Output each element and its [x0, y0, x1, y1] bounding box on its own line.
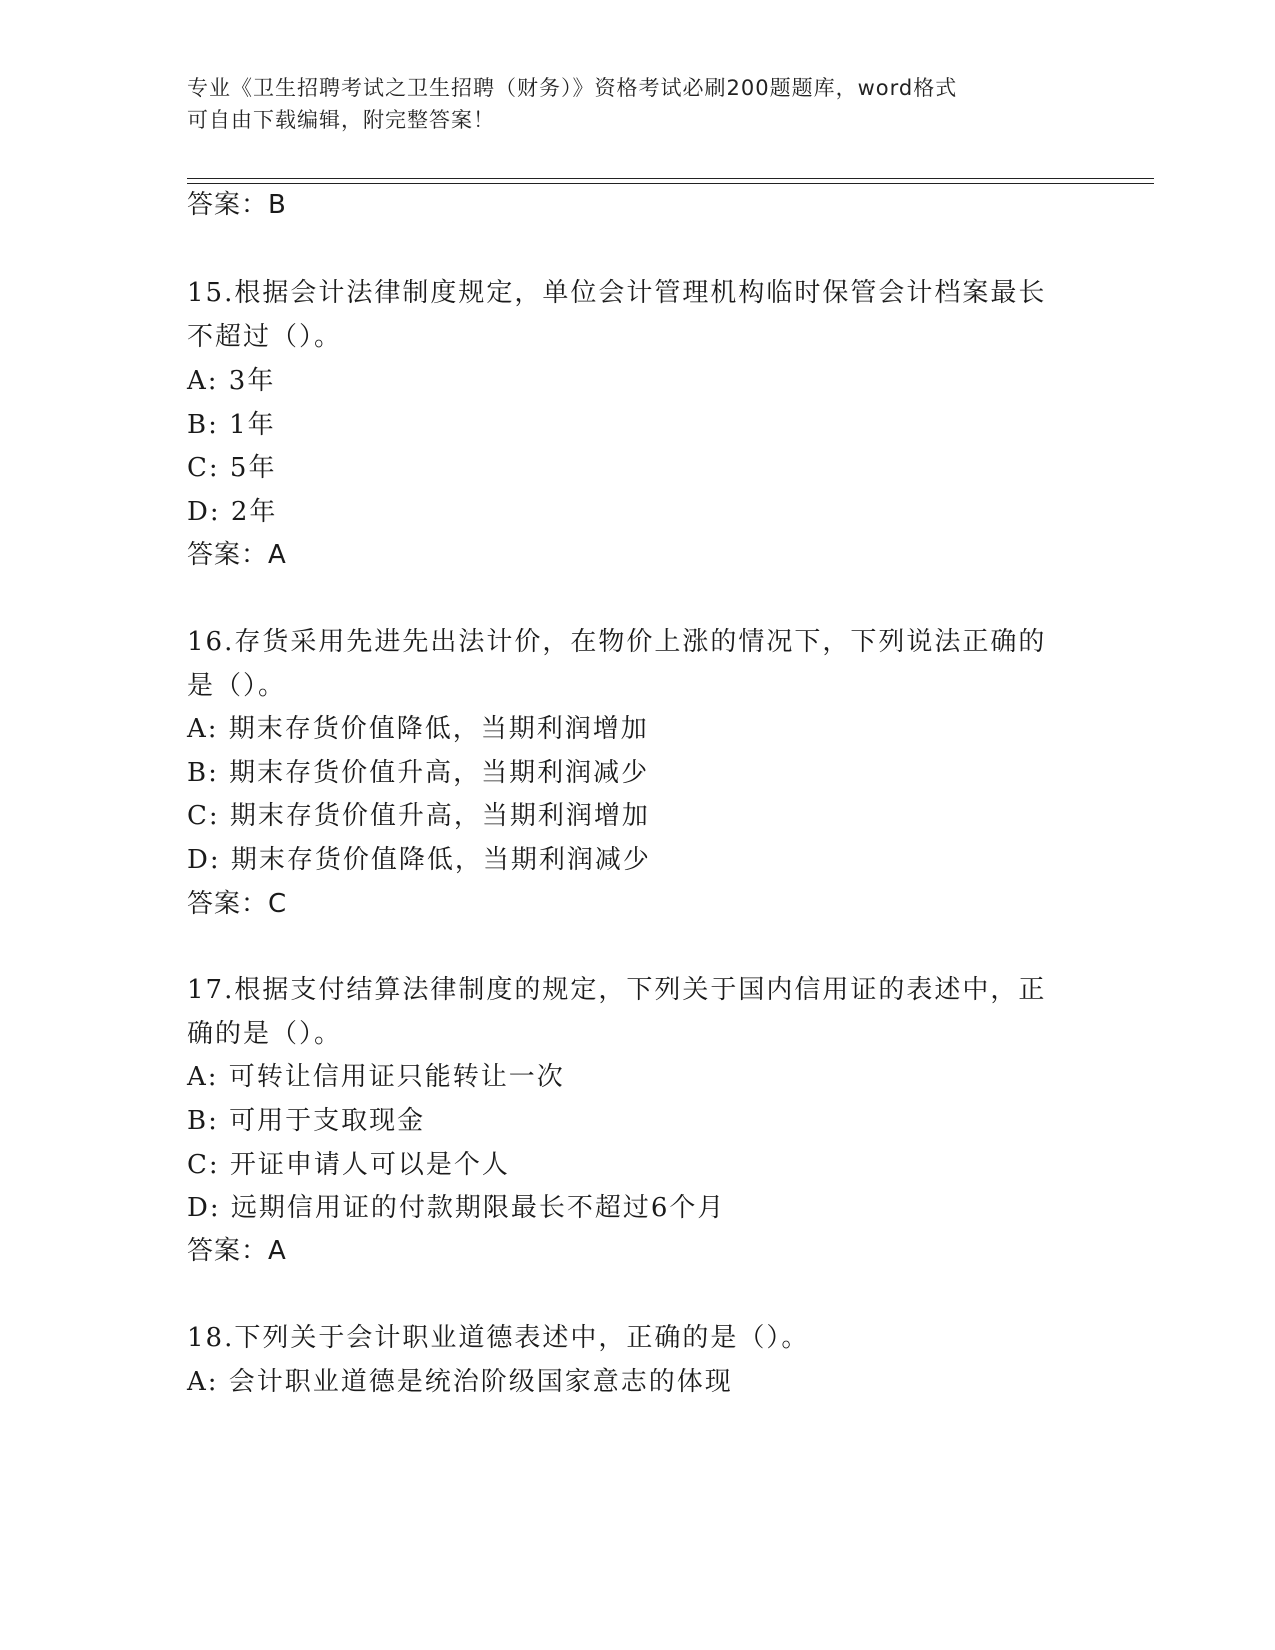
question-16-option-a: A: 期末存货价值降低，当期利润增加 [187, 714, 649, 744]
question-16-stem-line-1: 16.存货采用先进先出法计价，在物价上涨的情况下，下列说法正确的 [187, 627, 1047, 657]
question-15-option-a: A: 3年 [187, 366, 276, 396]
question-15-stem-line-1: 15.根据会计法律制度规定，单位会计管理机构临时保管会计档案最长 [187, 278, 1047, 308]
question-15-option-b: B: 1年 [187, 410, 276, 440]
question-16-answer: 答案：C [187, 889, 288, 919]
question-17-option-d: D: 远期信用证的付款期限最长不超过6个月 [187, 1193, 726, 1223]
question-16-option-d: D: 期末存货价值降低，当期利润减少 [187, 845, 651, 875]
question-18-stem-line-1: 18.下列关于会计职业道德表述中，正确的是（）。 [187, 1323, 810, 1353]
question-16-option-c: C: 期末存货价值升高，当期利润增加 [187, 801, 650, 831]
header-rule-bottom [187, 183, 1154, 184]
question-17-option-b: B: 可用于支取现金 [187, 1106, 426, 1136]
question-17-option-a: A: 可转让信用证只能转让一次 [187, 1062, 565, 1092]
question-17-stem-line-2: 确的是（）。 [187, 1019, 343, 1049]
question-18-option-a: A: 会计职业道德是统治阶级国家意志的体现 [187, 1367, 733, 1397]
question-15-option-c: C: 5年 [187, 453, 277, 483]
question-17-answer: 答案：A [187, 1236, 287, 1266]
header-line-2: 可自由下载编辑，附完整答案！ [187, 108, 495, 132]
question-15-stem-line-2: 不超过（）。 [187, 322, 343, 352]
question-16-option-b: B: 期末存货价值升高，当期利润减少 [187, 758, 650, 788]
question-15-option-d: D: 2年 [187, 497, 278, 527]
question-16-stem-line-2: 是（）。 [187, 671, 287, 701]
previous-answer: 答案：B [187, 190, 287, 220]
document-header [187, 72, 1087, 136]
question-15-answer: 答案：A [187, 540, 287, 570]
header-rule-top [187, 178, 1154, 179]
question-17-option-c: C: 开证申请人可以是个人 [187, 1150, 510, 1180]
header-line-1: 专业《卫生招聘考试之卫生招聘（财务）》资格考试必刷200题题库，word格式 [187, 76, 958, 100]
question-17-stem-line-1: 17.根据支付结算法律制度的规定，下列关于国内信用证的表述中，正 [187, 975, 1047, 1005]
